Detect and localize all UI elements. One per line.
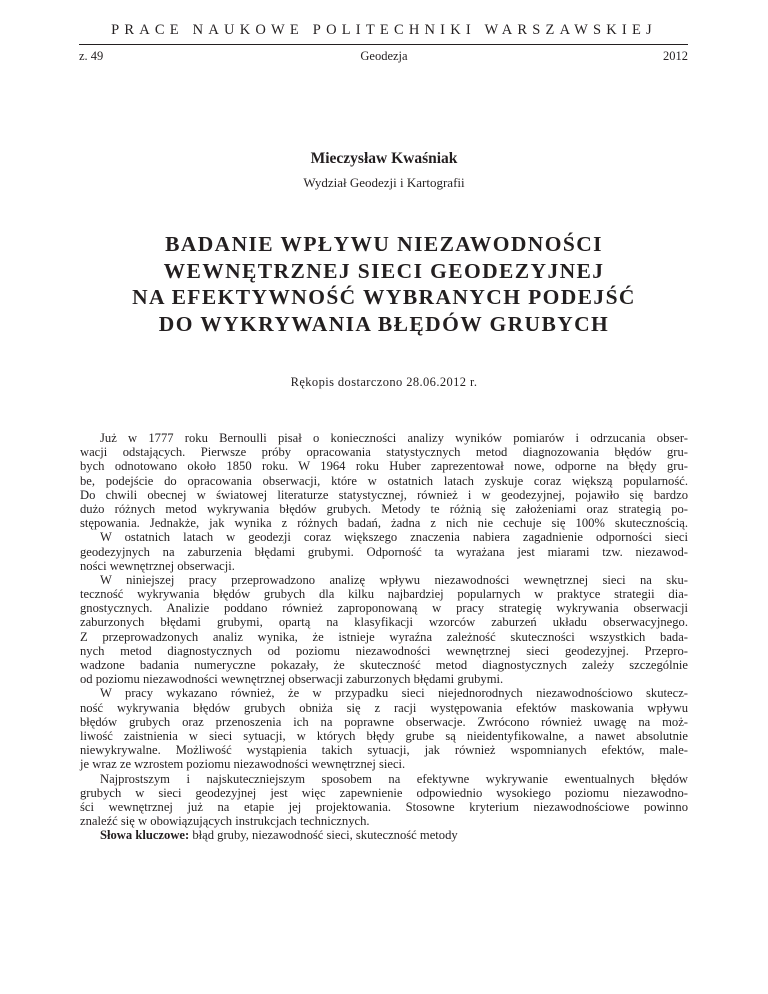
abstract-line: Już w 1777 roku Bernoulli pisał o konieczności analizy wyników pomiarów i odrzucania obser- xyxy=(100,431,688,445)
abstract-line: liwość zaistnienia w sieci sytuacji, w których błędy grube są nieidentyfikowalne, a nawet absolutnie xyxy=(80,728,688,743)
abstract-line: geodezyjnych na zaburzenia błędami grubymi. Odporność ta wyrażana jest miarami tzw. niezawod- xyxy=(80,544,688,559)
title-line: DO WYKRYWANIA BŁĘDÓW GRUBYCH xyxy=(158,311,610,336)
abstract-line: ności wewnętrznej obserwacji. xyxy=(80,558,235,573)
abstract-line: teczność wykrywania błędów grubych dla kilku najbardziej popularnych w praktyce strategii dia- xyxy=(80,587,688,602)
keywords-text: błąd gruby, niezawodność sieci, skuteczność metody xyxy=(189,828,458,843)
abstract-line: dużo różnych metod wykrywania błędów grubych. Metody te różnią się założeniami oraz strategią po- xyxy=(80,501,688,516)
header-rule xyxy=(79,44,688,45)
abstract-line: gnostycznych. Analizie poddano również zaproponowaną w pracy strategię wykrywania obserwacji xyxy=(80,601,688,616)
keywords-line xyxy=(80,828,688,842)
abstract-line: be, podejście do opracowania obserwacji, które w ostatnich latach zyskuje coraz większą popularność. xyxy=(80,473,688,488)
journal-series-title: PRACE NAUKOWE POLITECHNIKI WARSZAWSKIEJ xyxy=(111,22,657,38)
abstract-line: ści wewnętrznej już na etapie jej projektowania. Stosowne kryterium niezawodnościowe powinno xyxy=(80,799,688,814)
abstract-line: niewykrywalne. Możliwość wystąpienia takich sytuacji, jak również wspomnianych efektów, male- xyxy=(80,743,688,758)
abstract-line: nych metod diagnostycznych od poziomu niezawodności wewnętrznej sieci geodezyjnej. Przepro- xyxy=(80,643,688,658)
abstract-line: Z przeprowadzonych analiz wynika, że istnieje wyraźna zależność skuteczności wszystkich bada- xyxy=(80,629,688,644)
abstract-line: zaburzonych błędami grubymi, opartą na klasyfikacji wzorców zaburzeń układu obserwacyjnego. xyxy=(80,615,688,630)
abstract-line: od poziomu niezawodności wewnętrznej obserwacji zaburzonych błędami grubymi. xyxy=(80,672,504,687)
abstract-line: Najprostszym i najskuteczniejszym sposobem na efektywne wykrywanie ewentualnych błędów xyxy=(100,771,688,786)
abstract-line: stępowania. Jednakże, jak wynika z różnych badań, żadna z nich nie cechuje się 100% skutecznością. xyxy=(80,516,688,531)
abstract-line: wacji odstających. Pierwsze próby opracowania statystycznych metod diagnozowania błędów gru- xyxy=(80,445,688,460)
publication-year: 2012 xyxy=(663,49,688,63)
abstract-line: grubych w sieci geodezyjnej jest więc zapewnienie odpowiednio wysokiego poziomu niezawodno- xyxy=(80,785,688,800)
abstract xyxy=(80,431,688,842)
title-line: NA EFEKTYWNOŚĆ WYBRANYCH PODEJŚĆ xyxy=(132,285,636,309)
abstract-line: je wraz ze wzrostem poziomu niezawodności wewnętrznej sieci. xyxy=(80,757,406,772)
author-name: Mieczysław Kwaśniak xyxy=(310,150,458,167)
issue-number: z. 49 xyxy=(79,49,104,63)
keywords-label: Słowa kluczowe: xyxy=(100,828,190,843)
abstract-line: W pracy wykazano również, że w przypadku sieci niejednorodnych niezawodnościowo skutecz- xyxy=(100,686,688,701)
abstract-line: znaleźć się w obowiązujących instrukcjach technicznych. xyxy=(80,814,370,829)
abstract-line: Do chwili obecnej w światowej literaturze statystycznej, również i w geodezyjnej, pojawiło się bardzo xyxy=(80,487,688,502)
paper-title xyxy=(0,231,768,337)
manuscript-received-date: Rękopis dostarczono 28.06.2012 r. xyxy=(290,375,478,389)
abstract-line: wadzone badania numeryczne pokazały, że skuteczność metod diagnostycznych zależy szczególnie xyxy=(80,658,688,672)
abstract-line: bych odnotowano około 1850 roku. W 1964 roku Huber zaprezentował nowe, odporne na błędy gru- xyxy=(80,459,688,474)
discipline: Geodezja xyxy=(360,49,408,63)
title-line: WEWNĘTRZNEJ SIECI GEODEZYJNEJ xyxy=(163,258,605,283)
title-line: BADANIE WPŁYWU NIEZAWODNOŚCI xyxy=(165,232,603,256)
abstract-line: błędów grubych oraz przenoszenia ich na poprawne obserwacje. Zwrócono również uwagę na moż- xyxy=(80,714,688,729)
author-affiliation: Wydział Geodezji i Kartografii xyxy=(303,175,465,190)
abstract-line: W niniejszej pracy przeprowadzono analizę wpływu niezawodności wewnętrznej sieci na sku- xyxy=(100,572,688,587)
abstract-line: ność wykrywania błędów grubych obniża się z racji występowania efektów maskowania wpływu xyxy=(80,700,688,715)
abstract-line: W ostatnich latach w geodezji coraz większego znaczenia nabiera zagadnienie odporności sieci xyxy=(100,530,688,545)
